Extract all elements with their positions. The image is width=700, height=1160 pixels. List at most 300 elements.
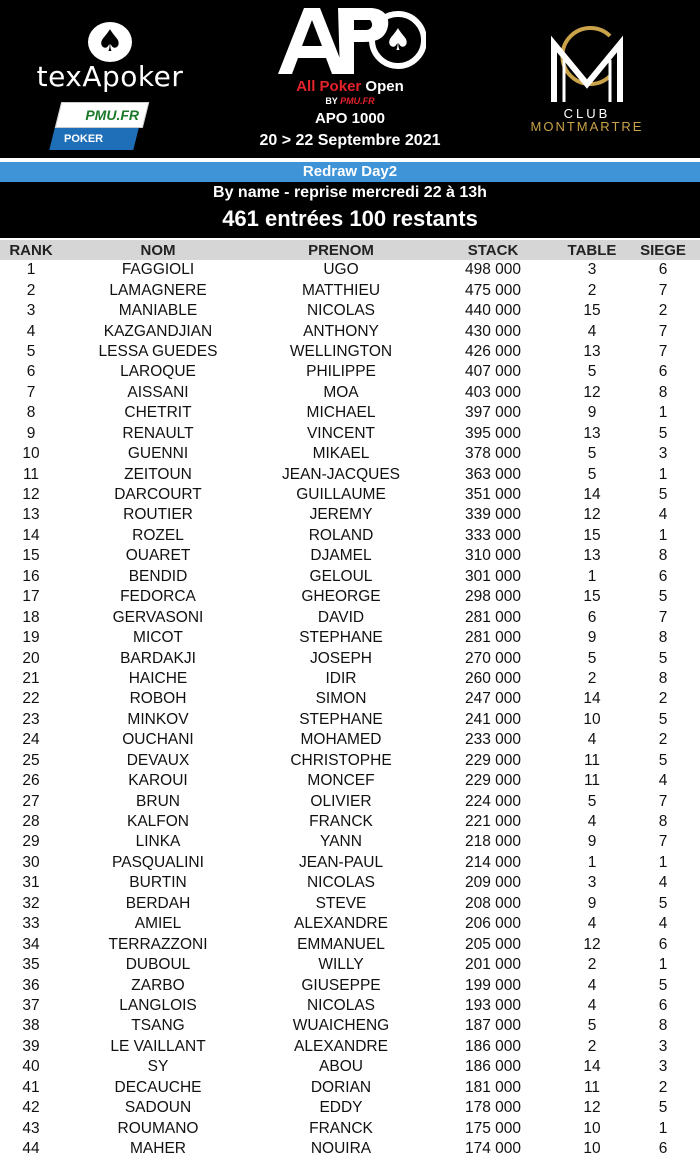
cell-stack: 181 000	[464, 1078, 522, 1096]
cell-stack: 206 000	[464, 915, 522, 933]
apo-logo-mark	[274, 2, 426, 78]
cell-stack: 224 000	[464, 792, 522, 810]
table-row	[0, 403, 700, 423]
cell-rank: 18	[22, 608, 40, 626]
cell-prenom: NICOLAS	[306, 996, 376, 1014]
cell-nom: KALFON	[126, 813, 189, 831]
cell-stack: 186 000	[464, 1058, 522, 1076]
cell-nom: ROZEL	[132, 526, 184, 544]
table-row	[0, 832, 700, 852]
pmu-logo-text: PMU.FR	[85, 107, 139, 123]
table-row	[0, 751, 700, 771]
cell-prenom: STEPHANE	[299, 629, 383, 647]
cell-siege: 2	[658, 690, 668, 708]
cell-nom: ROBOH	[129, 690, 187, 708]
cell-nom: DEVAUX	[126, 751, 190, 769]
cell-stack: 333 000	[464, 526, 522, 544]
cell-stack: 208 000	[464, 894, 522, 912]
cell-rank: 35	[22, 956, 40, 974]
cell-rank: 38	[22, 1017, 40, 1035]
cell-table: 14	[583, 1058, 601, 1076]
table-row	[0, 444, 700, 464]
apo-logo-byline: BY PMU.FR	[325, 96, 375, 106]
cell-siege: 4	[658, 915, 668, 933]
cell-nom: BURTIN	[129, 874, 187, 892]
cell-nom: MICOT	[133, 629, 183, 647]
cell-siege: 6	[658, 363, 668, 381]
cell-siege: 4	[658, 874, 668, 892]
cell-prenom: NICOLAS	[306, 874, 376, 892]
table-row	[0, 710, 700, 730]
cell-nom: LE VAILLANT	[110, 1037, 206, 1055]
cell-stack: 187 000	[464, 1017, 522, 1035]
cell-nom: SY	[147, 1058, 169, 1076]
table-row	[0, 1118, 700, 1138]
cell-nom: GUENNI	[127, 445, 189, 463]
cell-table: 2	[587, 669, 597, 687]
cell-siege: 5	[658, 751, 668, 769]
table-row	[0, 873, 700, 893]
cell-rank: 8	[26, 404, 36, 422]
event-name: APO 1000	[314, 110, 386, 127]
cell-nom: BENDID	[128, 567, 188, 585]
cell-rank: 34	[22, 935, 40, 953]
cell-prenom: JOSEPH	[309, 649, 372, 667]
cell-table: 12	[583, 506, 601, 524]
cell-stack: 199 000	[464, 976, 522, 994]
club-monogram-icon	[512, 14, 662, 106]
cell-table: 9	[587, 833, 597, 851]
table-row	[0, 894, 700, 914]
cell-prenom: DORIAN	[310, 1078, 372, 1096]
cell-siege: 8	[658, 1017, 668, 1035]
cell-stack: 498 000	[464, 261, 522, 279]
table-row	[0, 546, 700, 566]
cell-nom: RENAULT	[122, 424, 194, 442]
cell-prenom: STEVE	[315, 894, 367, 912]
cell-table: 12	[583, 1099, 601, 1117]
cell-stack: 205 000	[464, 935, 522, 953]
cell-siege: 5	[658, 486, 668, 504]
cell-prenom: MIKAEL	[312, 445, 370, 463]
table-row	[0, 383, 700, 403]
apo-logo-subtitle: All Poker Open	[296, 78, 404, 95]
cell-stack: 186 000	[464, 1037, 522, 1055]
redraw-table	[0, 240, 700, 1159]
cell-rank: 39	[22, 1037, 40, 1055]
cell-nom: SADOUN	[124, 1099, 192, 1117]
cell-table: 5	[587, 1017, 597, 1035]
cell-rank: 2	[26, 281, 36, 299]
cell-siege: 6	[658, 935, 668, 953]
cell-siege: 5	[658, 976, 668, 994]
cell-siege: 7	[658, 281, 668, 299]
cell-siege: 4	[658, 772, 668, 790]
cell-rank: 23	[22, 710, 40, 728]
cell-nom: LINKA	[135, 833, 181, 851]
cell-stack: 218 000	[464, 833, 522, 851]
cell-table: 5	[587, 445, 597, 463]
cell-table: 5	[587, 649, 597, 667]
cell-prenom: WELLINGTON	[289, 342, 393, 360]
cell-siege: 5	[658, 710, 668, 728]
cell-rank: 40	[22, 1058, 40, 1076]
section-title: Redraw Day2	[0, 162, 700, 182]
cell-prenom: MOHAMED	[300, 731, 382, 749]
cell-siege: 1	[658, 853, 668, 871]
cell-rank: 37	[22, 996, 40, 1014]
cell-rank: 16	[22, 567, 40, 585]
cell-rank: 25	[22, 751, 40, 769]
cell-nom: CHETRIT	[124, 404, 192, 422]
header-rank: RANK	[0, 240, 62, 260]
table-body	[0, 260, 700, 1159]
table-row	[0, 1139, 700, 1159]
cell-stack: 397 000	[464, 404, 522, 422]
cell-stack: 229 000	[464, 772, 522, 790]
cell-nom: BRUN	[136, 792, 180, 810]
cell-nom: DECAUCHE	[114, 1078, 202, 1096]
cell-table: 11	[583, 751, 601, 769]
cell-stack: 430 000	[464, 322, 522, 340]
cell-rank: 13	[22, 506, 40, 524]
cell-stack: 403 000	[464, 383, 522, 401]
table-row	[0, 587, 700, 607]
cell-rank: 9	[26, 424, 36, 442]
cell-table: 14	[583, 486, 601, 504]
cell-nom: BERDAH	[125, 894, 191, 912]
cell-rank: 30	[22, 853, 40, 871]
table-row	[0, 689, 700, 709]
cell-stack: 178 000	[464, 1099, 522, 1117]
table-row	[0, 1098, 700, 1118]
table-row	[0, 567, 700, 587]
cell-siege: 1	[658, 526, 668, 544]
cell-stack: 247 000	[464, 690, 522, 708]
cell-siege: 7	[658, 833, 668, 851]
table-row	[0, 464, 700, 484]
cell-nom: ZARBO	[131, 976, 185, 994]
cell-prenom: JEAN-PAUL	[298, 853, 384, 871]
cell-siege: 8	[658, 547, 668, 565]
cell-table: 10	[583, 710, 601, 728]
cell-prenom: FRANCK	[309, 813, 373, 831]
cell-siege: 1	[658, 465, 668, 483]
cell-rank: 44	[22, 1140, 40, 1158]
cell-table: 3	[587, 874, 597, 892]
cell-table: 12	[583, 383, 601, 401]
cell-nom: FEDORCA	[120, 588, 196, 606]
table-row	[0, 424, 700, 444]
table-row	[0, 301, 700, 321]
apo-logo	[250, 0, 450, 158]
cell-rank: 43	[22, 1119, 40, 1137]
cell-nom: TERRAZZONI	[108, 935, 208, 953]
cell-rank: 32	[22, 894, 40, 912]
cell-stack: 175 000	[464, 1119, 522, 1137]
cell-prenom: PHILIPPE	[306, 363, 376, 381]
header-table: TABLE	[558, 240, 626, 260]
cell-nom: OUARET	[125, 547, 191, 565]
cell-nom: AISSANI	[127, 383, 189, 401]
cell-nom: LESSA GUEDES	[98, 342, 218, 360]
cell-siege: 6	[658, 1140, 668, 1158]
cell-prenom: SIMON	[315, 690, 367, 708]
cell-rank: 11	[22, 465, 40, 483]
table-row	[0, 730, 700, 750]
cell-stack: 233 000	[464, 731, 522, 749]
cell-prenom: VINCENT	[306, 424, 376, 442]
cell-rank: 24	[22, 731, 40, 749]
table-row	[0, 771, 700, 791]
cell-prenom: DJAMEL	[310, 547, 372, 565]
table-row	[0, 1037, 700, 1057]
cell-nom: OUCHANI	[122, 731, 194, 749]
cell-table: 1	[587, 853, 597, 871]
cell-stack: 209 000	[464, 874, 522, 892]
cell-nom: DUBOUL	[125, 956, 191, 974]
cell-prenom: NICOLAS	[306, 302, 376, 320]
cell-table: 15	[583, 526, 601, 544]
cell-table: 13	[583, 547, 601, 565]
cell-prenom: GHEORGE	[301, 588, 381, 606]
cell-prenom: WUAICHENG	[292, 1017, 390, 1035]
cell-prenom: GUILLAUME	[296, 486, 386, 504]
cell-table: 11	[583, 772, 601, 790]
cell-table: 2	[587, 281, 597, 299]
club-name: CLUB	[563, 106, 611, 121]
cell-rank: 12	[22, 486, 40, 504]
cell-prenom: ALEXANDRE	[294, 915, 388, 933]
table-row	[0, 280, 700, 300]
header-siege: SIEGE	[626, 240, 700, 260]
table-row	[0, 342, 700, 362]
cell-table: 4	[587, 322, 597, 340]
table-row	[0, 321, 700, 341]
cell-table: 9	[587, 404, 597, 422]
cell-rank: 10	[22, 445, 40, 463]
cell-nom: LAROQUE	[120, 363, 196, 381]
cell-siege: 7	[658, 342, 668, 360]
cell-stack: 174 000	[464, 1140, 522, 1158]
cell-stack: 193 000	[464, 996, 522, 1014]
summary: 461 entrées 100 restants	[222, 206, 478, 231]
table-row	[0, 485, 700, 505]
cell-rank: 36	[22, 976, 40, 994]
cell-prenom: ANTHONY	[303, 322, 379, 340]
cell-stack: 301 000	[464, 567, 522, 585]
cell-table: 9	[587, 629, 597, 647]
cell-prenom: UGO	[323, 261, 359, 279]
table-row	[0, 607, 700, 627]
cell-nom: BARDAKJI	[120, 649, 196, 667]
cell-rank: 7	[26, 383, 36, 401]
cell-table: 11	[583, 1078, 601, 1096]
cell-prenom: IDIR	[325, 669, 357, 687]
cell-siege: 8	[658, 813, 668, 831]
cell-stack: 339 000	[464, 506, 522, 524]
cell-siege: 8	[658, 383, 668, 401]
cell-prenom: GELOUL	[309, 567, 373, 585]
cell-stack: 475 000	[464, 281, 522, 299]
cell-stack: 214 000	[464, 853, 522, 871]
cell-nom: FAGGIOLI	[121, 261, 195, 279]
header-row	[0, 240, 700, 260]
cell-rank: 41	[22, 1078, 40, 1096]
table-row	[0, 853, 700, 873]
table-row	[0, 955, 700, 975]
cell-siege: 2	[658, 302, 668, 320]
club-subname: MONTMARTRE	[530, 119, 644, 134]
cell-rank: 15	[22, 547, 40, 565]
cell-table: 4	[587, 996, 597, 1014]
cell-nom: TSANG	[131, 1017, 185, 1035]
cell-siege: 8	[658, 669, 668, 687]
cell-prenom: CHRISTOPHE	[290, 751, 392, 769]
cell-siege: 7	[658, 322, 668, 340]
cell-prenom: EDDY	[319, 1099, 363, 1117]
cell-nom: LAMAGNERE	[109, 281, 207, 299]
cell-nom: ROUTIER	[123, 506, 193, 524]
cell-siege: 8	[658, 629, 668, 647]
cell-stack: 407 000	[464, 363, 522, 381]
cell-table: 4	[587, 976, 597, 994]
cell-rank: 42	[22, 1099, 40, 1117]
cell-prenom: EMMANUEL	[297, 935, 385, 953]
table-row	[0, 362, 700, 382]
cell-rank: 33	[22, 915, 40, 933]
table-row	[0, 505, 700, 525]
cell-prenom: MOA	[323, 383, 359, 401]
cell-stack: 281 000	[464, 608, 522, 626]
table-row	[0, 934, 700, 954]
spade-icon: ♠	[88, 22, 132, 62]
cell-table: 9	[587, 894, 597, 912]
cell-prenom: MONCEF	[307, 772, 375, 790]
cell-prenom: ROLAND	[308, 526, 374, 544]
cell-stack: 440 000	[464, 302, 522, 320]
cell-table: 3	[587, 261, 597, 279]
texapoker-logo-text: texApoker	[36, 60, 184, 93]
cell-rank: 19	[22, 629, 40, 647]
cell-table: 2	[587, 956, 597, 974]
cell-stack: 363 000	[464, 465, 522, 483]
cell-prenom: STEPHANE	[299, 710, 383, 728]
cell-rank: 27	[22, 792, 40, 810]
cell-stack: 270 000	[464, 649, 522, 667]
cell-prenom: MICHAEL	[306, 404, 376, 422]
cell-stack: 378 000	[464, 445, 522, 463]
cell-table: 10	[583, 1119, 601, 1137]
table-row	[0, 1078, 700, 1098]
cell-nom: GERVASONI	[112, 608, 204, 626]
cell-stack: 260 000	[464, 669, 522, 687]
table-row	[0, 260, 700, 280]
cell-nom: MINKOV	[127, 710, 189, 728]
cell-prenom: JEAN-JACQUES	[282, 465, 400, 483]
cell-siege: 1	[658, 404, 668, 422]
table-row	[0, 1016, 700, 1036]
event-dates: 20 > 22 Septembre 2021	[259, 132, 441, 149]
cell-prenom: MATTHIEU	[301, 281, 381, 299]
cell-table: 6	[587, 608, 597, 626]
cell-siege: 2	[658, 731, 668, 749]
cell-siege: 5	[658, 588, 668, 606]
cell-nom: MANIABLE	[118, 302, 198, 320]
cell-nom: AMIEL	[134, 915, 182, 933]
cell-rank: 5	[26, 342, 36, 360]
cell-siege: 4	[658, 506, 668, 524]
texapoker-logo	[30, 18, 190, 158]
cell-stack: 395 000	[464, 424, 522, 442]
cell-siege: 5	[658, 894, 668, 912]
cell-siege: 6	[658, 261, 668, 279]
cell-siege: 6	[658, 996, 668, 1014]
cell-rank: 29	[22, 833, 40, 851]
cell-siege: 7	[658, 608, 668, 626]
cell-table: 12	[583, 935, 601, 953]
cell-table: 4	[587, 731, 597, 749]
cell-table: 14	[583, 690, 601, 708]
cell-nom: KAZGANDJIAN	[103, 322, 213, 340]
cell-rank: 4	[26, 322, 36, 340]
table-row	[0, 669, 700, 689]
cell-table: 15	[583, 588, 601, 606]
cell-table: 4	[587, 915, 597, 933]
cell-rank: 20	[22, 649, 40, 667]
table-header	[0, 240, 700, 260]
cell-siege: 1	[658, 956, 668, 974]
cell-stack: 201 000	[464, 956, 522, 974]
cell-nom: MAHER	[130, 1140, 186, 1158]
cell-nom: PASQUALINI	[112, 853, 204, 871]
cell-table: 5	[587, 363, 597, 381]
cell-siege: 3	[658, 445, 668, 463]
cell-rank: 28	[22, 813, 40, 831]
cell-table: 10	[583, 1140, 601, 1158]
cell-rank: 26	[22, 772, 40, 790]
pmu-poker-logo	[58, 102, 146, 150]
info-block	[0, 182, 700, 238]
cell-siege: 1	[658, 1119, 668, 1137]
cell-prenom: ABOU	[319, 1058, 363, 1076]
cell-stack: 281 000	[464, 629, 522, 647]
cell-rank: 21	[22, 669, 40, 687]
table-row	[0, 975, 700, 995]
cell-stack: 426 000	[464, 342, 522, 360]
cell-prenom: YANN	[320, 833, 362, 851]
cell-siege: 6	[658, 567, 668, 585]
cell-siege: 3	[658, 1037, 668, 1055]
cell-siege: 5	[658, 424, 668, 442]
cell-siege: 5	[658, 1099, 668, 1117]
table-row	[0, 628, 700, 648]
cell-nom: ROUMANO	[117, 1119, 199, 1137]
cell-nom: KAROUI	[128, 772, 188, 790]
cell-table: 2	[587, 1037, 597, 1055]
cell-prenom: NOUIRA	[310, 1140, 372, 1158]
cell-prenom: DAVID	[317, 608, 365, 626]
cell-stack: 229 000	[464, 751, 522, 769]
header-prenom: PRENOM	[254, 240, 428, 260]
cell-siege: 5	[658, 649, 668, 667]
cell-rank: 22	[22, 690, 40, 708]
cell-table: 5	[587, 465, 597, 483]
cell-rank: 17	[22, 588, 40, 606]
cell-siege: 2	[658, 1078, 668, 1096]
cell-table: 1	[587, 567, 597, 585]
cell-table: 13	[583, 424, 601, 442]
